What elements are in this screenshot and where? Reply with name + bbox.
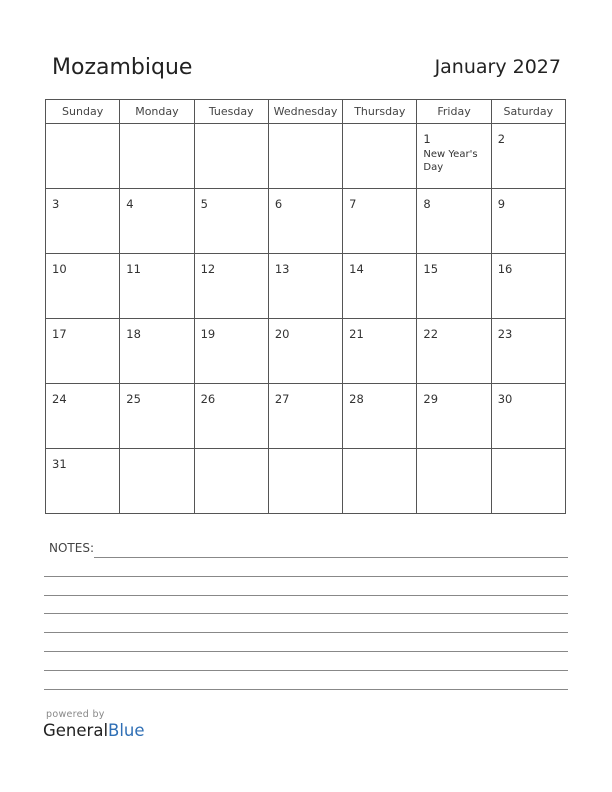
day-number: 28: [349, 392, 364, 406]
day-cell: [491, 449, 565, 514]
day-cell: [194, 124, 268, 189]
day-number: 12: [200, 262, 216, 276]
day-number: 11: [126, 262, 141, 276]
day-cell: [268, 189, 342, 254]
day-number: 30: [497, 392, 513, 406]
day-cell: [417, 449, 491, 514]
day-number: 16: [497, 262, 513, 276]
day-cell: [268, 124, 342, 189]
day-cell: [46, 319, 120, 384]
weekday-header-row: [46, 100, 566, 124]
day-number: 26: [200, 392, 216, 406]
day-cell: [120, 384, 194, 449]
week-row: [46, 449, 566, 514]
holiday-label: New Year's Day: [423, 149, 478, 173]
day-cell: [120, 319, 194, 384]
day-number: 24: [52, 392, 67, 406]
day-cell: [46, 449, 120, 514]
day-cell: [194, 189, 268, 254]
day-number: 7: [349, 197, 357, 211]
day-cell: [120, 124, 194, 189]
day-number: 27: [274, 392, 290, 406]
notes-line: [94, 557, 568, 558]
day-cell: [343, 254, 417, 319]
day-cell: [194, 319, 268, 384]
day-cell: [343, 124, 417, 189]
month-year-title: January 2027: [434, 56, 561, 78]
notes-label: NOTES:: [49, 541, 94, 555]
weekday-monday: Monday: [120, 100, 194, 124]
day-cell: [491, 254, 565, 319]
day-number: 10: [52, 262, 67, 276]
weekday-sunday: Sunday: [46, 100, 120, 124]
day-cell: [46, 124, 120, 189]
day-number: 15: [423, 262, 439, 276]
day-cell: [194, 384, 268, 449]
day-number: 25: [126, 392, 141, 406]
day-number: 2: [497, 132, 506, 146]
day-number: 4: [126, 197, 134, 211]
day-number: 21: [349, 327, 364, 341]
day-number: 9: [497, 197, 506, 211]
day-cell: [491, 319, 565, 384]
day-number: 19: [200, 327, 216, 341]
day-cell: [417, 124, 491, 189]
day-cell: [417, 319, 491, 384]
day-number: 8: [423, 197, 431, 211]
notes-line: [44, 613, 568, 614]
weekday-tuesday: Tuesday: [194, 100, 268, 124]
day-cell: [343, 384, 417, 449]
notes-line: [44, 576, 568, 577]
day-number: 5: [200, 197, 208, 211]
powered-by-text: powered by: [46, 709, 105, 720]
day-cell: [491, 124, 565, 189]
day-cell: [120, 254, 194, 319]
day-number: 13: [274, 262, 290, 276]
day-cell: [343, 189, 417, 254]
day-number: 29: [423, 392, 439, 406]
generalblue-logo[interactable]: [43, 721, 145, 740]
notes-line: [44, 632, 568, 633]
day-cell: [120, 189, 194, 254]
day-number: 23: [497, 327, 513, 341]
week-row: [46, 384, 566, 449]
notes-line: [44, 595, 568, 596]
day-number: 14: [349, 262, 364, 276]
calendar-grid: [45, 99, 566, 514]
week-row: [46, 254, 566, 319]
day-cell: [491, 189, 565, 254]
week-row: [46, 189, 566, 254]
day-cell: [343, 319, 417, 384]
day-cell: [268, 384, 342, 449]
day-cell: [417, 254, 491, 319]
day-cell: [417, 189, 491, 254]
day-number: 1: [423, 132, 431, 146]
notes-line: [44, 670, 568, 671]
brand-general: General: [43, 721, 109, 740]
weekday-saturday: Saturday: [491, 100, 565, 124]
day-cell: [120, 449, 194, 514]
weekday-friday: Friday: [417, 100, 491, 124]
day-cell: [268, 319, 342, 384]
country-title: Mozambique: [52, 55, 193, 80]
day-cell: [491, 384, 565, 449]
week-row: [46, 319, 566, 384]
day-cell: [46, 254, 120, 319]
day-cell: [268, 254, 342, 319]
day-number: 20: [274, 327, 290, 341]
notes-line: [44, 689, 568, 690]
brand-blue: Blue: [108, 721, 145, 740]
weekday-wednesday: Wednesday: [268, 100, 342, 124]
day-number: 6: [274, 197, 283, 211]
notes-line: [44, 651, 568, 652]
day-number: 22: [423, 327, 439, 341]
day-cell: [194, 254, 268, 319]
week-row: [46, 124, 566, 189]
day-number: 31: [52, 457, 67, 471]
day-number: 17: [52, 327, 67, 341]
day-number: 18: [126, 327, 141, 341]
day-cell: [194, 449, 268, 514]
day-cell: [343, 449, 417, 514]
day-cell: [417, 384, 491, 449]
day-cell: [268, 449, 342, 514]
day-cell: [46, 384, 120, 449]
day-cell: [46, 189, 120, 254]
day-number: 3: [52, 197, 60, 211]
weekday-thursday: Thursday: [343, 100, 417, 124]
